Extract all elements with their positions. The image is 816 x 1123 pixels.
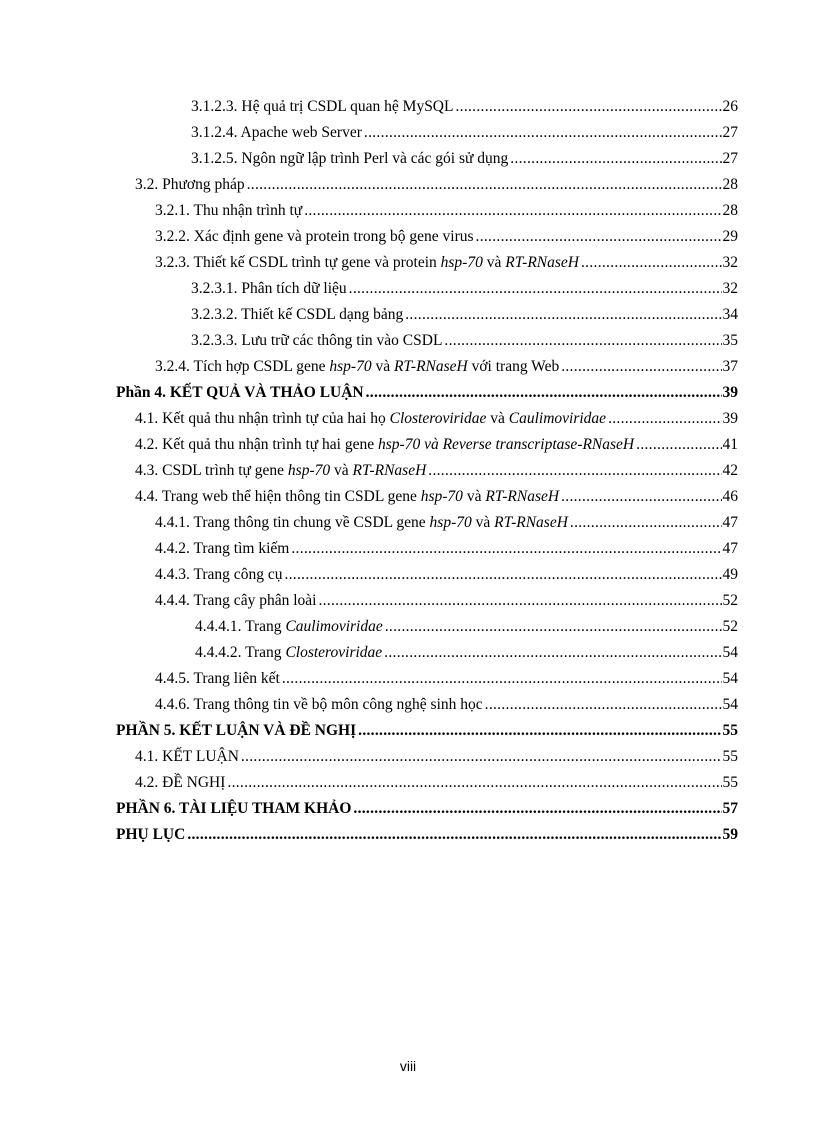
toc-entry-page: 32 — [722, 280, 738, 297]
toc-entry[interactable] — [116, 562, 738, 588]
toc-entry[interactable] — [116, 640, 738, 666]
toc-entry-title-text: 4.2. Kết quả thu nhận trình tự hai gene — [135, 436, 378, 453]
page-number: viii — [399, 1058, 417, 1074]
toc-entry-title — [116, 380, 364, 406]
toc-entry[interactable] — [116, 510, 738, 536]
toc-entry[interactable] — [116, 328, 738, 354]
toc-entry-title-text: 3.2.3. Thiết kế CSDL trình tự gene và protein — [155, 254, 441, 271]
toc-entry-title-italic: Caulimoviridae — [508, 410, 607, 427]
toc-entry-title — [191, 94, 453, 120]
toc-entry-page: 28 — [722, 202, 738, 219]
toc-entry-title-italic: hsp-70 — [420, 488, 463, 505]
toc-entry-title — [195, 614, 383, 640]
table-of-contents — [116, 94, 738, 848]
toc-entry-page: 46 — [722, 488, 738, 505]
toc-entry-page: 26 — [722, 98, 738, 115]
toc-entry-title-italic: RT-RNaseH — [505, 254, 579, 271]
toc-entry-page: 35 — [722, 332, 738, 349]
toc-entry-title-text: 4.1. KẾT LUẬN — [135, 748, 239, 765]
toc-entry-title-text: 4.4.1. Trang thông tin chung về CSDL gene — [155, 514, 430, 531]
toc-entry-title — [155, 692, 483, 718]
toc-entry-title-text: 3.2. Phương pháp — [135, 176, 245, 193]
toc-entry[interactable] — [116, 484, 738, 510]
toc-entry-page: 52 — [722, 592, 738, 609]
toc-leader-dots — [349, 276, 722, 302]
toc-leader-dots — [358, 718, 721, 744]
toc-entry-page: 55 — [722, 774, 738, 791]
toc-leader-dots — [581, 250, 722, 276]
toc-entry-title — [155, 198, 302, 224]
toc-entry-title-text: 4.4.3. Trang công cụ — [155, 566, 283, 583]
toc-entry-title-italic: hsp-70 — [329, 358, 372, 375]
toc-entry[interactable] — [116, 666, 738, 692]
toc-entry[interactable] — [116, 276, 738, 302]
toc-entry-page: 54 — [722, 696, 738, 713]
toc-entry-title — [155, 666, 280, 692]
toc-entry-page: 49 — [722, 566, 738, 583]
toc-entry-page: 42 — [722, 462, 738, 479]
toc-entry-title-italic: RT-RNaseH — [485, 488, 560, 505]
toc-entry-title-text: 3.2.2. Xác định gene và protein trong bộ gene virus — [155, 228, 474, 245]
toc-leader-dots — [282, 666, 722, 692]
toc-leader-dots — [385, 614, 722, 640]
toc-leader-dots — [384, 640, 721, 666]
toc-leader-dots — [428, 458, 721, 484]
toc-entry-title-text: 3.2.3.3. Lưu trữ các thông tin vào CSDL — [191, 332, 443, 349]
toc-entry-title-text: 4.4.4. Trang cây phân loài — [155, 592, 317, 609]
toc-entry-title — [191, 302, 403, 328]
toc-entry-title — [155, 562, 282, 588]
toc-entry-page: 37 — [722, 358, 738, 375]
toc-entry-title-italic: hsp-70 — [440, 254, 483, 271]
toc-entry[interactable] — [116, 120, 738, 146]
toc-entry-page: 41 — [722, 436, 738, 453]
toc-entry-title — [135, 172, 245, 198]
toc-entry-title — [135, 432, 634, 458]
toc-entry-title — [116, 822, 185, 848]
toc-entry[interactable] — [116, 614, 738, 640]
toc-entry-title-text: PHẦN 5. KẾT LUẬN VÀ ĐỀ NGHỊ — [116, 722, 357, 739]
toc-entry-page: 57 — [722, 800, 738, 817]
toc-leader-dots — [608, 406, 721, 432]
toc-entry-page: 29 — [722, 228, 738, 245]
toc-entry-title-italic: hsp-70 — [287, 462, 331, 479]
toc-entry-title — [135, 406, 606, 432]
toc-entry-title-italic: Closteroviridae — [285, 644, 383, 661]
toc-leader-dots — [444, 328, 721, 354]
toc-leader-dots — [636, 432, 721, 458]
toc-leader-dots — [247, 172, 722, 198]
toc-leader-dots — [318, 588, 721, 614]
toc-entry[interactable] — [116, 172, 738, 198]
toc-entry-title-text: 3.1.2.4. Apache web Server — [191, 124, 362, 141]
toc-entry[interactable] — [116, 406, 738, 432]
toc-entry[interactable] — [116, 536, 738, 562]
toc-entry-title-italic: hsp-70 và Reverse transcriptase-RNaseH — [378, 436, 635, 453]
toc-entry-title-text: 4.4.2. Trang tìm kiếm — [155, 540, 290, 557]
toc-entry-page: 55 — [722, 722, 738, 739]
toc-entry-title-text: với trang Web — [467, 358, 560, 375]
toc-entry-title-text: 3.1.2.5. Ngôn ngữ lập trình Perl và các gói sử dụng — [191, 150, 509, 167]
toc-entry-title — [155, 224, 474, 250]
toc-entry-title-italic: Caulimoviridae — [285, 618, 383, 635]
toc-leader-dots — [304, 198, 721, 224]
toc-entry-page: 54 — [722, 670, 738, 687]
toc-entry-page: 52 — [722, 618, 738, 635]
toc-entry-title-text: 4.4.5. Trang liên kết — [155, 670, 280, 687]
toc-leader-dots — [570, 510, 722, 536]
toc-entry[interactable] — [116, 770, 738, 796]
toc-entry-page: 34 — [722, 306, 738, 323]
toc-entry-page: 39 — [722, 384, 738, 401]
toc-entry-title — [191, 276, 347, 302]
toc-entry[interactable] — [116, 822, 738, 848]
toc-entry-page: 39 — [722, 410, 738, 427]
toc-leader-dots — [241, 744, 722, 770]
toc-entry-page: 47 — [722, 514, 738, 531]
toc-leader-dots — [405, 302, 721, 328]
toc-leader-dots — [227, 770, 721, 796]
toc-entry-title-italic: Closteroviridae — [389, 410, 487, 427]
toc-entry[interactable] — [116, 146, 738, 172]
toc-entry-title — [195, 640, 382, 666]
toc-leader-dots — [561, 484, 721, 510]
toc-entry[interactable] — [116, 354, 738, 380]
toc-leader-dots — [291, 536, 721, 562]
toc-entry[interactable] — [116, 796, 738, 822]
toc-entry[interactable] — [116, 692, 738, 718]
toc-leader-dots — [187, 822, 721, 848]
toc-entry-page: 27 — [722, 124, 738, 141]
toc-entry-title — [116, 718, 356, 744]
toc-entry-title — [155, 510, 568, 536]
toc-entry-title — [155, 588, 316, 614]
toc-entry-title-italic: hsp-70 — [429, 514, 472, 531]
toc-entry-page: 32 — [722, 254, 738, 271]
toc-entry-title — [191, 328, 442, 354]
toc-entry[interactable] — [116, 224, 738, 250]
toc-entry[interactable] — [116, 198, 738, 224]
toc-entry-title-text: 3.1.2.3. Hệ quả trị CSDL quan hệ MySQL — [191, 98, 454, 115]
toc-entry-title-text: 4.4.4.2. Trang — [195, 644, 286, 661]
toc-entry-title-text: và — [471, 514, 495, 531]
toc-entry-page: 54 — [722, 644, 738, 661]
toc-entry-title-text: và — [371, 358, 394, 375]
toc-entry-title — [116, 796, 351, 822]
toc-entry[interactable] — [116, 432, 738, 458]
toc-leader-dots — [455, 94, 721, 120]
toc-leader-dots — [353, 796, 721, 822]
toc-entry-title-text: 3.2.3.1. Phân tích dữ liệu — [191, 280, 347, 297]
toc-entry-title-text: và — [486, 410, 509, 427]
toc-entry-title-text: 3.2.3.2. Thiết kế CSDL dạng bảng — [191, 306, 404, 323]
toc-entry-page: 27 — [722, 150, 738, 167]
toc-entry[interactable] — [116, 94, 738, 120]
toc-entry-title-text: 4.4. Trang web thể hiện thông tin CSDL gene — [135, 488, 421, 505]
toc-entry[interactable] — [116, 718, 738, 744]
toc-entry[interactable] — [116, 302, 738, 328]
toc-leader-dots — [476, 224, 722, 250]
toc-entry-title-text: 4.4.6. Trang thông tin về bộ môn công nghệ sinh học — [155, 696, 483, 713]
toc-entry-page: 28 — [722, 176, 738, 193]
toc-entry-title-text: 3.2.4. Tích hợp CSDL gene — [155, 358, 330, 375]
toc-entry-page: 55 — [722, 748, 738, 765]
toc-entry[interactable] — [116, 588, 738, 614]
toc-entry-title — [135, 458, 426, 484]
toc-entry-title — [155, 536, 289, 562]
toc-entry-title — [155, 250, 579, 276]
toc-entry-title-text: Phần 4. KẾT QUẢ VÀ THẢO LUẬN — [116, 384, 364, 401]
toc-entry[interactable] — [116, 380, 738, 406]
toc-entry-title-text: và — [462, 488, 486, 505]
toc-entry-title-text: 4.3. CSDL trình tự gene — [135, 462, 288, 479]
toc-leader-dots — [364, 120, 722, 146]
toc-entry-title-text: PHẦN 6. TÀI LIỆU THAM KHẢO — [116, 800, 352, 817]
toc-leader-dots — [561, 354, 721, 380]
toc-entry-title-italic: RT-RNaseH — [393, 358, 468, 375]
toc-entry-title — [135, 484, 559, 510]
toc-entry-title — [191, 120, 362, 146]
toc-entry[interactable] — [116, 744, 738, 770]
toc-leader-dots — [485, 692, 722, 718]
toc-entry-title-text: 4.2. ĐỀ NGHỊ — [135, 774, 226, 791]
toc-entry-title — [191, 146, 508, 172]
toc-entry-title — [155, 354, 559, 380]
toc-entry-title-text: 4.4.4.1. Trang — [195, 618, 286, 635]
toc-entry-title-italic: RT-RNaseH — [352, 462, 427, 479]
toc-leader-dots — [366, 380, 722, 406]
toc-leader-dots — [284, 562, 721, 588]
toc-entry-title-text: PHỤ LỤC — [116, 826, 186, 843]
toc-entry-title-text: 3.2.1. Thu nhận trình tự — [155, 202, 303, 219]
toc-entry[interactable] — [116, 250, 738, 276]
toc-entry-title-text: 4.1. Kết quả thu nhận trình tự của hai họ — [135, 410, 390, 427]
toc-entry-title-italic: RT-RNaseH — [494, 514, 568, 531]
toc-entry-title — [135, 770, 225, 796]
toc-entry[interactable] — [116, 458, 738, 484]
toc-entry-page: 59 — [722, 826, 738, 843]
toc-entry-title-text: và — [330, 462, 353, 479]
toc-leader-dots — [510, 146, 721, 172]
toc-entry-title — [135, 744, 239, 770]
toc-entry-title-text: và — [482, 254, 506, 271]
toc-entry-page: 47 — [722, 540, 738, 557]
